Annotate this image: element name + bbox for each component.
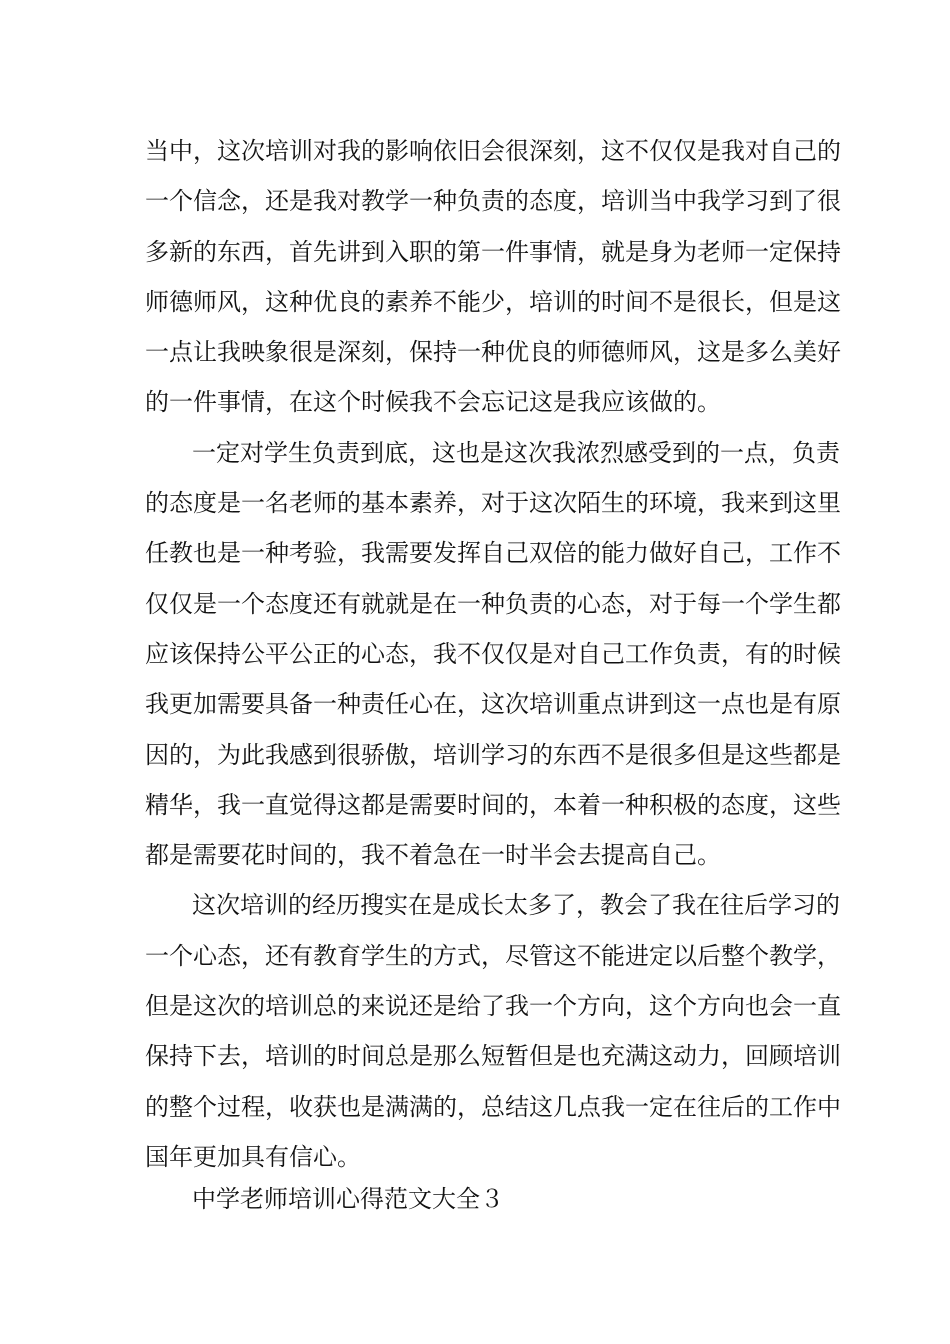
text-line: 仅仅是一个态度还有就就是在一种负责的心态，对于每一个学生都	[145, 589, 841, 618]
text-line: 多新的东西，首先讲到入职的第一件事情，就是身为老师一定保持	[145, 237, 841, 266]
body-text	[145, 126, 841, 1182]
text-line: 保持下去，培训的时间总是那么短暂但是也充满这动力，回顾培训	[145, 1042, 841, 1071]
text-line: 任教也是一种考验，我需要发挥自己双倍的能力做好自己，工作不	[145, 539, 841, 568]
text-line: 的一件事情，在这个时候我不会忘记这是我应该做的。	[145, 388, 721, 417]
text-line: 的态度是一名老师的基本素养，对于这次陌生的环境，我来到这里	[145, 489, 841, 518]
paragraph	[145, 428, 841, 881]
text-line: 都是需要花时间的，我不着急在一时半会去提高自己。	[145, 841, 721, 870]
text-line: 我更加需要具备一种责任心在，这次培训重点讲到这一点也是有原	[145, 690, 841, 719]
paragraph	[145, 126, 841, 428]
text-line: 一定对学生负责到底，这也是这次我浓烈感受到的一点，负责	[192, 438, 840, 467]
text-line: 当中，这次培训对我的影响依旧会很深刻，这不仅仅是我对自己的	[145, 137, 841, 165]
text-line: 国年更加具有信心。	[145, 1142, 361, 1171]
section-heading: 中学老师培训心得范文大全３	[192, 1185, 504, 1213]
text-line: 因的，为此我感到很骄傲，培训学习的东西不是很多但是这些都是	[145, 740, 841, 769]
text-line: 但是这次的培训总的来说还是给了我一个方向，这个方向也会一直	[145, 992, 841, 1021]
paragraph	[145, 880, 841, 1182]
text-line: 一点让我映象很是深刻，保持一种优良的师德师风，这是多么美好	[145, 338, 841, 367]
text-line: 精华，我一直觉得这都是需要时间的，本着一种积极的态度，这些	[145, 790, 841, 819]
text-line: 应该保持公平公正的心态，我不仅仅是对自己工作负责，有的时候	[145, 639, 841, 668]
text-line: 这次培训的经历搜实在是成长太多了，教会了我在往后学习的	[192, 891, 840, 920]
text-line: 师德师风，这种优良的素养不能少，培训的时间不是很长，但是这	[145, 287, 841, 316]
text-line: 一个信念，还是我对教学一种负责的态度，培训当中我学习到了很	[145, 187, 841, 216]
text-line: 的整个过程，收获也是满满的，总结这几点我一定在往后的工作中	[145, 1092, 841, 1121]
text-line: 一个心态，还有教育学生的方式，尽管这不能进定以后整个教学，	[145, 941, 841, 970]
